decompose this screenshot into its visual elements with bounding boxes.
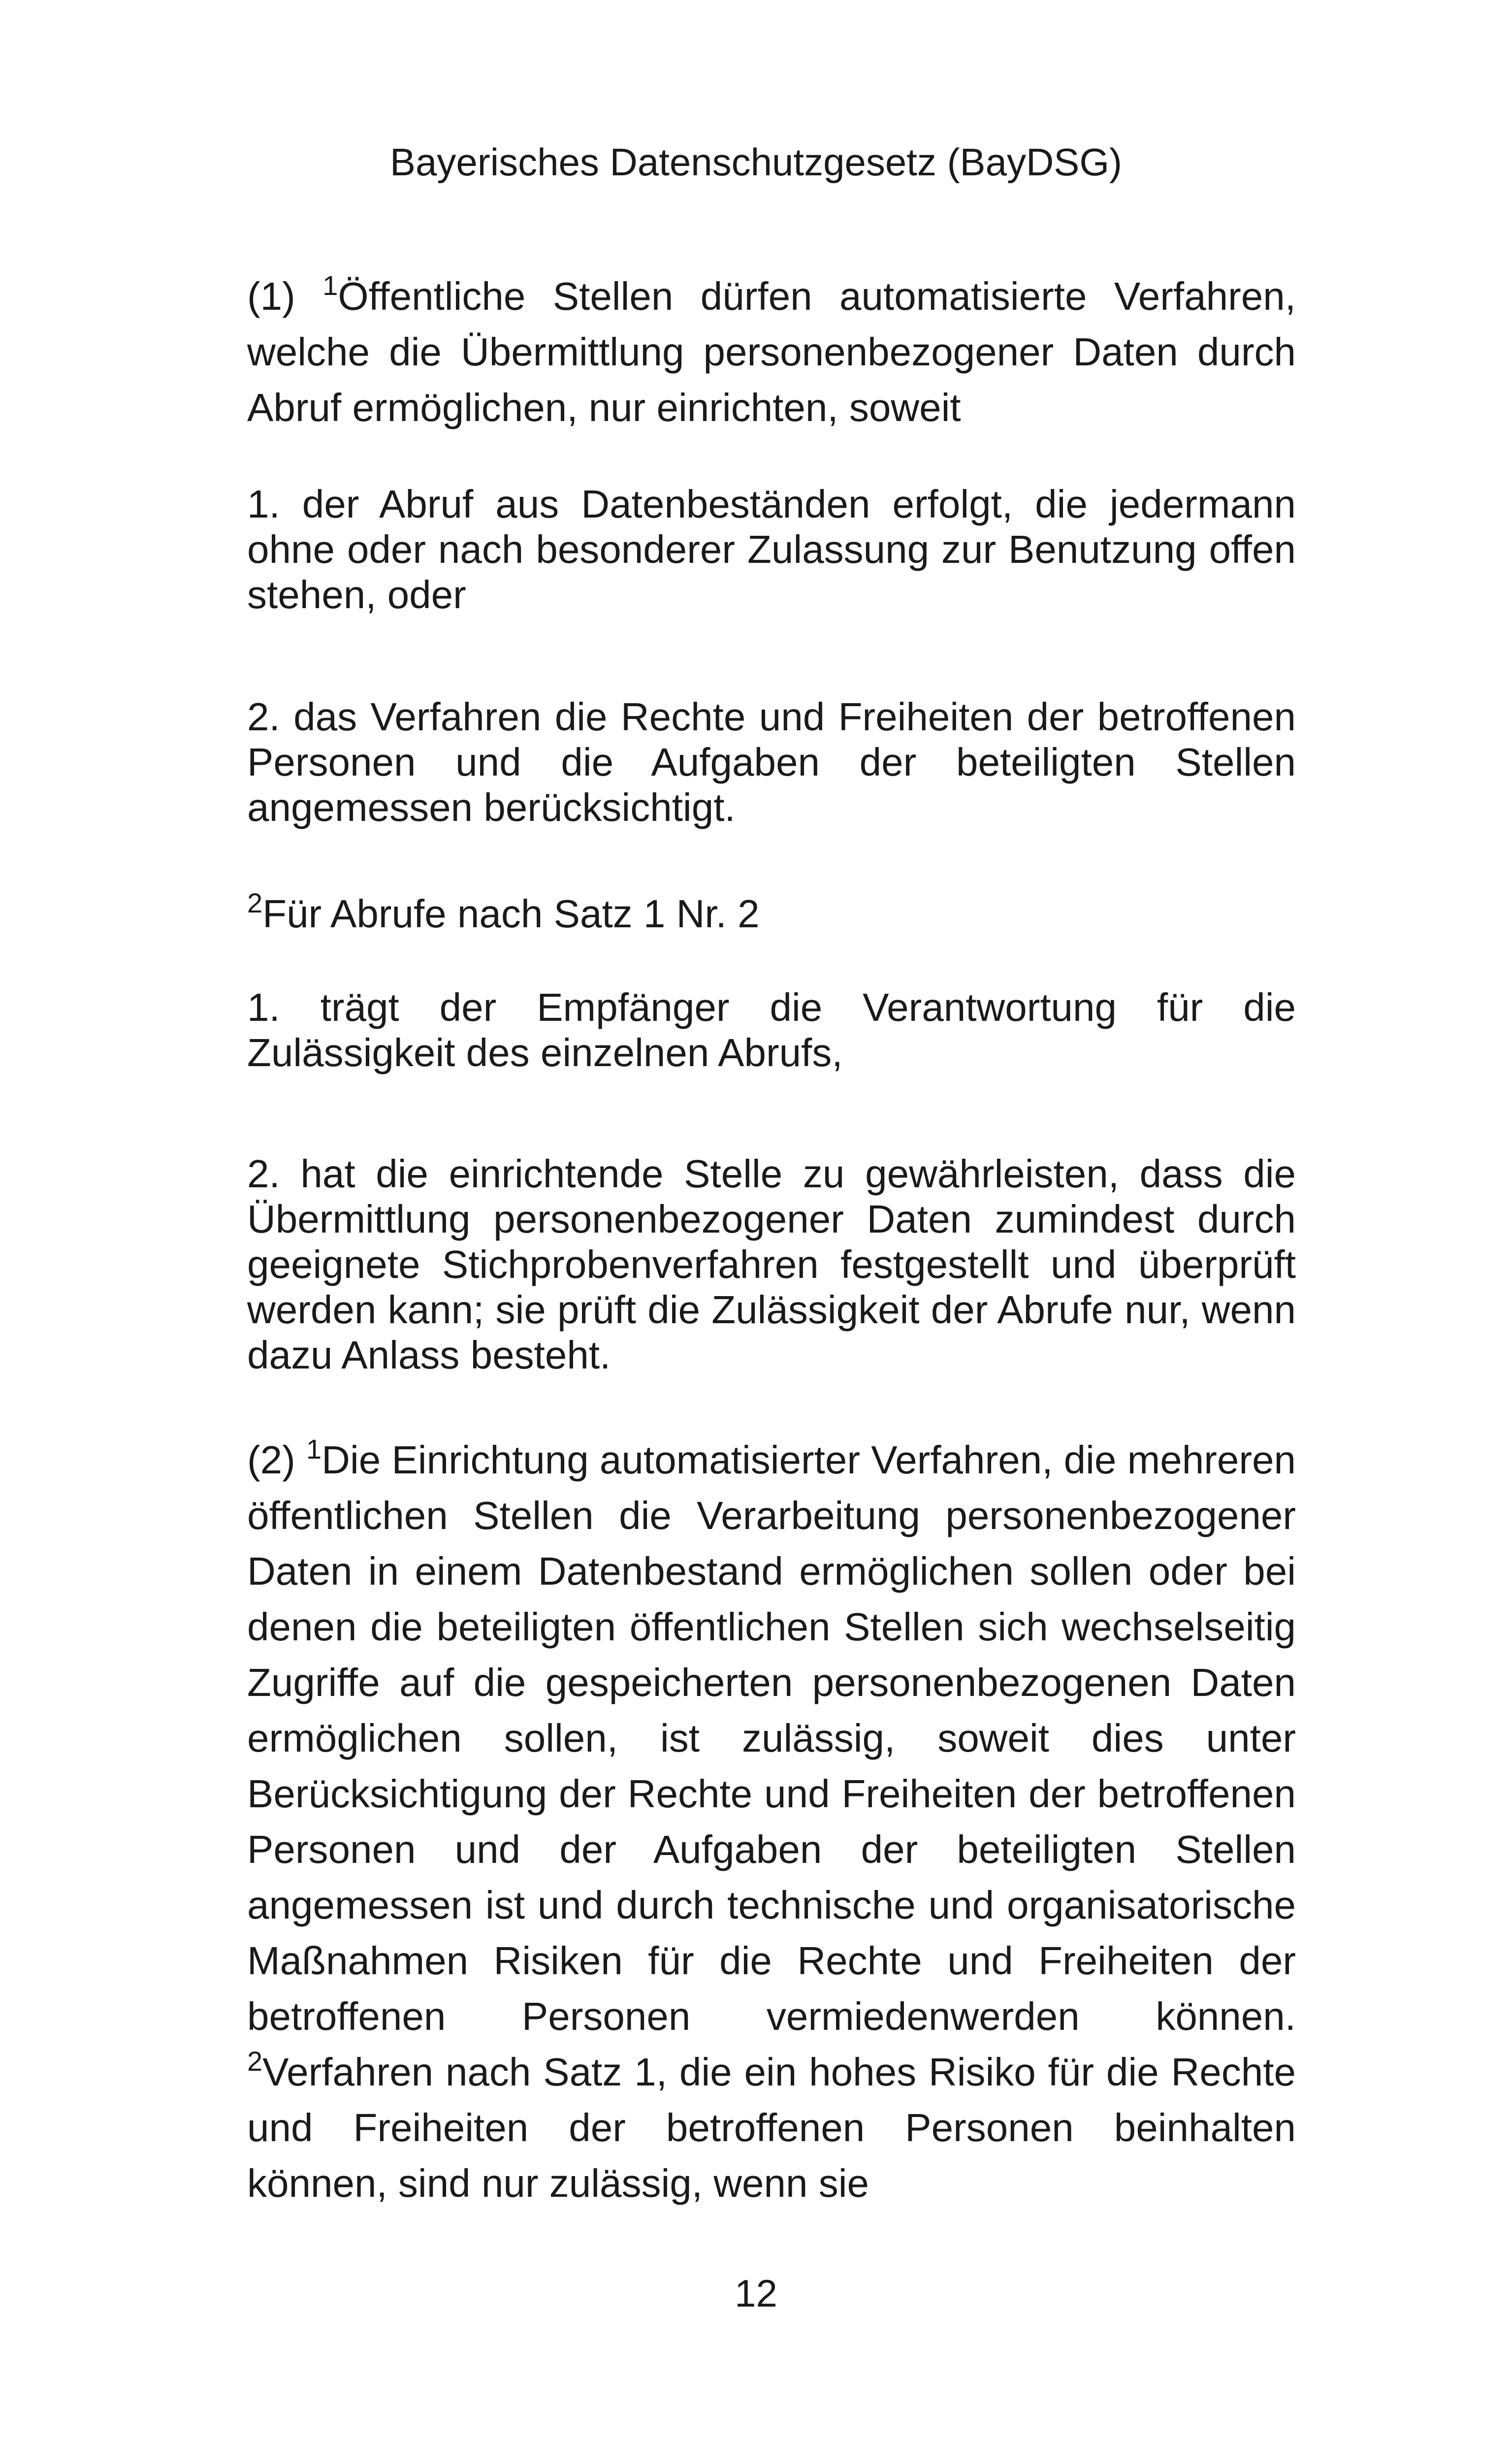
page-number: 12 bbox=[735, 2272, 777, 2315]
list-item-1 bbox=[247, 985, 1296, 1075]
running-header: Bayerisches Datenschutzgesetz (BayDSG) bbox=[390, 140, 1122, 184]
paragraph-number: (1) bbox=[247, 274, 323, 318]
paragraph-text: Die Einrichtung automatisierter Verfahren, die mehreren öffentlichen Stellen die Verarbeitung personenbezogener Daten in einem Datenbestand ermöglichen sollen oder bei denen die beteiligten öffentlichen Stellen sich wechselseitig Zugriffe auf die gespeicherten personenbezogenen Daten ermöglichen sollen, ist zulässig, soweit dies unter Berücksichtigung der Rechte und Freiheiten der betroffenen Personen und der Aufgaben der beteiligten Stellen angemessen ist und durch technische und organisatorische Maßnahmen Risiken für die Rechte und Freiheiten der betroffenen Personen vermiedenwerden können. bbox=[247, 1438, 1296, 2038]
sentence-number: 2 bbox=[247, 2046, 263, 2077]
paragraph-number: (2) bbox=[247, 1438, 307, 1482]
list-item-text: 2. das Verfahren die Rechte und Freiheiten der betroffenen Personen und die Aufgaben der beteiligten Stellen angemessen berücksichtigt. bbox=[247, 695, 1296, 829]
list-item-text: 2. hat die einrichtende Stelle zu gewährleisten, dass die Übermittlung personenbezogener Daten zumindest durch geeignete Stichprobenverfahren festgestellt und überprüft werden kann; sie prüft die Zulässigkeit der Abrufe nur, wenn dazu Anlass besteht. bbox=[247, 1152, 1296, 1377]
sentence-number: 1 bbox=[306, 1433, 322, 1465]
list-item-text: 1. der Abruf aus Datenbeständen erfolgt, die jedermann ohne oder nach besonderer Zulassung zur Benutzung offen stehen, oder bbox=[247, 482, 1296, 617]
sentence-2 bbox=[247, 887, 1296, 937]
paragraph-text: Verfahren nach Satz 1, die ein hohes Risiko für die Rechte und Freiheiten der betroffenen Personen beinhalten können, sind nur zulässig, wenn sie bbox=[247, 2050, 1296, 2205]
sentence-text: Für Abrufe nach Satz 1 Nr. 2 bbox=[262, 892, 760, 936]
paragraph-1 bbox=[247, 268, 1296, 435]
paragraph-2 bbox=[247, 1432, 1296, 2211]
list-item-text: 1. trägt der Empfänger die Verantwortung für die Zulässigkeit des einzelnen Abrufs, bbox=[247, 985, 1296, 1075]
paragraph-text: Öffentliche Stellen dürfen automatisierte Verfahren, welche die Übermittlung personenbezogener Daten durch Abruf ermöglichen, nur einrichten, soweit bbox=[247, 274, 1296, 429]
sentence-number: 1 bbox=[322, 270, 338, 301]
list-item-2 bbox=[247, 1151, 1296, 1378]
list-item-1 bbox=[247, 482, 1296, 618]
list-item-2 bbox=[247, 694, 1296, 830]
sentence-number: 2 bbox=[247, 887, 263, 918]
